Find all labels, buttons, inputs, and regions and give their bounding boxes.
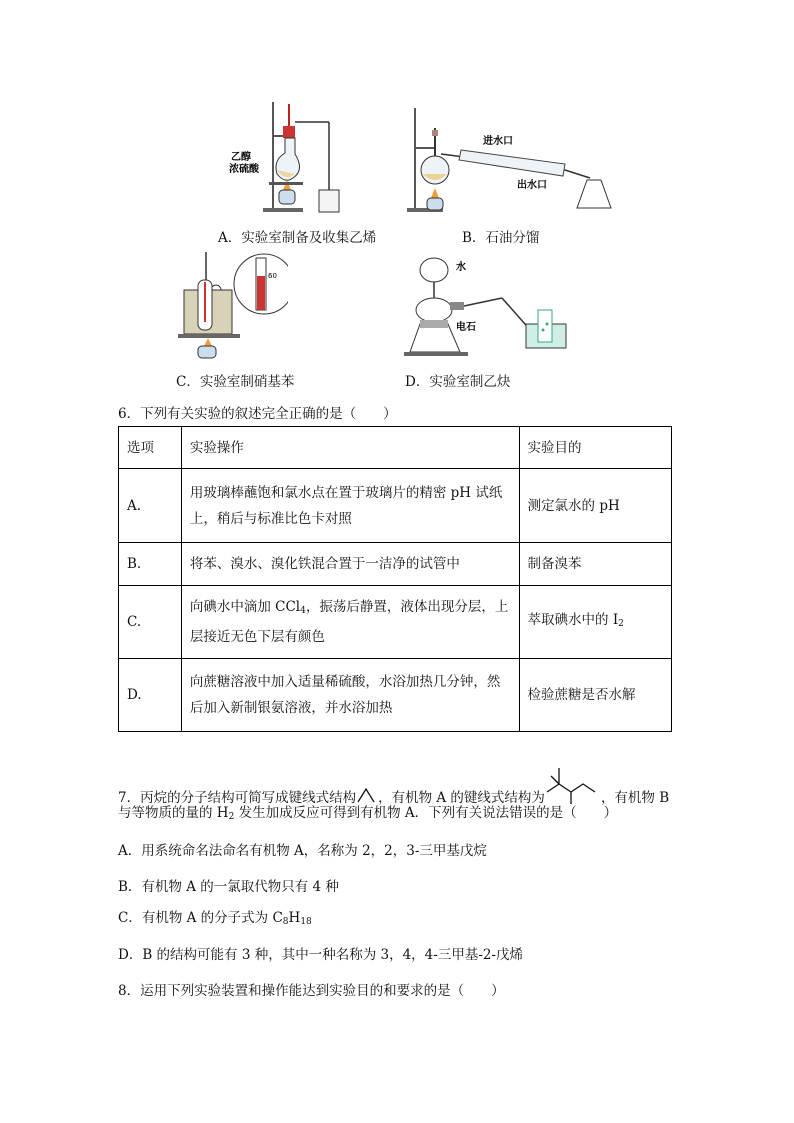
- label-water: 水: [456, 262, 466, 273]
- header-option: 选项: [119, 427, 182, 469]
- figure-a-ethylene-apparatus: [225, 98, 355, 218]
- q6-table: [118, 426, 672, 732]
- table-row: [119, 469, 672, 543]
- thermo-reading: 60: [268, 272, 277, 280]
- table-row: [119, 543, 672, 586]
- operation-b: 将苯、溴水、溴化铁混合置于一洁净的试管中: [181, 543, 519, 586]
- option-b: B.: [119, 543, 182, 586]
- header-operation: 实验操作: [181, 427, 519, 469]
- label-water-in: 进水口: [483, 136, 513, 147]
- figure-d-acetylene-apparatus: [402, 252, 574, 362]
- table-row: [119, 659, 672, 732]
- operation-a: 用玻璃棒蘸饱和氯水点在置于玻璃片的精密 pH 试纸 上，稍后与标准比色卡对照: [181, 469, 519, 543]
- label-ethanol: 乙醇: [231, 152, 251, 163]
- q8-stem: 8．运用下列实验装置和操作能达到实验目的和要求的是（ ）: [118, 983, 505, 999]
- label-water-out: 出水口: [517, 180, 547, 191]
- purpose-a: 测定氯水的 pH: [519, 469, 671, 543]
- q7-option-d: D．B 的结构可能有 3 种，其中一种名称为 3，4，4-三甲基-2-戊烯: [118, 947, 524, 963]
- table-row: [119, 586, 672, 659]
- operation-d: 向蔗糖溶液中加入适量稀硫酸，水浴加热几分钟，然 后加入新制银氨溶液，并水浴加热: [181, 659, 519, 732]
- caption-b: B．石油分馏: [462, 230, 540, 246]
- table-header-row: [119, 427, 672, 469]
- label-calcium-carbide: 电石: [456, 322, 476, 333]
- q7-line2: 与等物质的量的 $H_2$ 发生加成反应可得到有机物 A．下列有关说法错误的是（ ）: [118, 805, 618, 822]
- caption-a: A．实验室制备及收集乙烯: [218, 230, 377, 246]
- option-a: A.: [119, 469, 182, 543]
- q6-stem: 6．下列有关实验的叙述完全正确的是（ ）: [118, 406, 397, 422]
- header-purpose: 实验目的: [519, 427, 671, 469]
- caption-d: D．实验室制乙炔: [405, 374, 511, 390]
- purpose-b: 制备溴苯: [519, 543, 671, 586]
- caption-c: C．实验室制硝基苯: [176, 374, 295, 390]
- figure-c-nitrobenzene-apparatus: [178, 250, 288, 362]
- q7-line1: 7．丙烷的分子结构可简写成键线式结构 ，有机物 A 的键线式结构为 ，有机物 B: [118, 766, 669, 806]
- q7-option-b: B．有机物 A 的一氯取代物只有 4 种: [118, 879, 339, 895]
- option-d: D.: [119, 659, 182, 732]
- label-conc-sulfuric: 浓硫酸: [229, 164, 259, 175]
- operation-c: 向碘水中滴加 CCl$_4$，振荡后静置，液体出现分层，上 层接近无色下层有颜色: [181, 586, 519, 659]
- option-c: C.: [119, 586, 182, 659]
- compound-a-skeletal-icon: [545, 766, 601, 806]
- q7-option-c: C．有机物 A 的分子式为 $C_8H_{18}$: [118, 910, 312, 927]
- purpose-d: 检验蔗糖是否水解: [519, 659, 671, 732]
- figure-b-distillation-apparatus: [405, 98, 615, 218]
- q7-option-a: A．用系统命名法命名有机物 A，名称为 2，2，3-三甲基戊烷: [118, 843, 487, 859]
- purpose-c: 萃取碘水中的 $I_2$: [519, 586, 671, 659]
